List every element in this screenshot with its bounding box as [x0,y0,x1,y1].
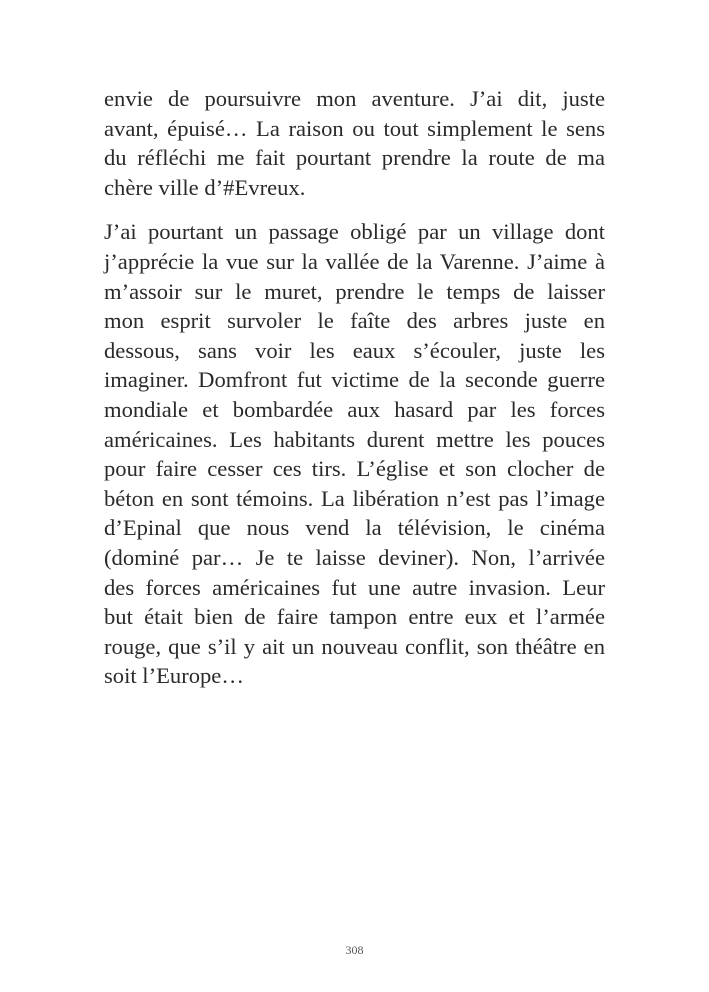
text-line: avant, épuisé… La raison ou tout simplement le sens [104,115,605,141]
text-line: envie de poursuivre mon aventure. J’ai dit, juste [104,86,605,111]
paragraph-1 [104,84,605,202]
page-number: 308 [345,943,364,957]
text-line: du réfléchi me fait pourtant prendre la route de ma [104,145,605,171]
text-line: but était bien de faire tampon entre eux et l’armée [104,604,605,630]
text-line: j’apprécie la vue sur la vallée de la Varenne. J’aime à [104,248,605,274]
text-line: américaines. Les habitants durent mettre les pouces [104,426,605,452]
paragraph-2 [104,217,605,691]
text-line: soit l’Europe… [104,663,244,689]
text-line: d’Epinal que nous vend la télévision, le cinéma [104,515,605,541]
text-line: imaginer. Domfront fut victime de la seconde guerre [104,367,605,393]
text-line: pour faire cesser ces tirs. L’église et son clocher de [104,456,605,482]
text-line: m’assoir sur le muret, prendre le temps de laisser [104,278,605,304]
body-text [104,84,605,706]
text-line: J’ai pourtant un passage obligé par un village dont [104,219,605,245]
text-line: mon esprit survoler le faîte des arbres juste en [104,308,605,334]
text-line: mondiale et bombardée aux hasard par les forces [104,396,605,422]
text-line: béton en sont témoins. La libération n’est pas l’image [104,485,605,511]
text-line: rouge, que s’il y ait un nouveau conflit, son théâtre en [104,633,605,659]
text-line: dessous, sans voir les eaux s’écouler, juste les [104,337,605,363]
text-line: des forces américaines fut une autre invasion. Leur [104,574,605,600]
text-line: (dominé par… Je te laisse deviner). Non, l’arrivée [104,544,605,570]
text-line: chère ville d’#Evreux. [104,174,306,200]
